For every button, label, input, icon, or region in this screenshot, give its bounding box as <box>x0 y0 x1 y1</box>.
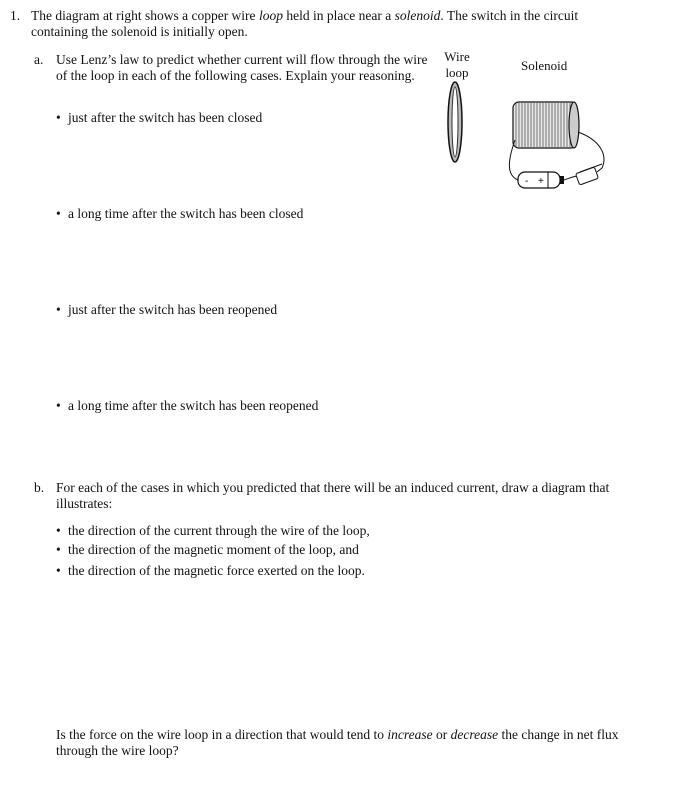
final-question <box>56 727 636 759</box>
part-b-bullet <box>56 542 359 558</box>
bullet-text: just after the switch has been closed <box>68 110 263 125</box>
part-b-label: b. <box>34 480 45 495</box>
bullet-text: the direction of the magnetic moment of the loop, and <box>68 542 359 557</box>
part-b-bullet <box>56 523 370 539</box>
bullet-icon: • <box>56 110 61 125</box>
problem-intro <box>31 8 611 40</box>
bullet-icon: • <box>56 563 61 578</box>
wire-label-line: Wire <box>444 49 470 64</box>
intro-text: The diagram at right shows a copper wire <box>31 8 259 23</box>
bullet-text: a long time after the switch has been reopened <box>68 398 319 413</box>
intro-text: . The switch in the circuit containing the solenoid is initially open. <box>31 8 579 39</box>
bullet-text: a long time after the switch has been closed <box>68 206 304 221</box>
solenoid-label: Solenoid <box>521 58 568 73</box>
part-a-bullet <box>56 206 303 222</box>
bullet-icon: • <box>56 542 61 557</box>
wire-loop-icon <box>448 82 462 162</box>
final-decrease-term: decrease <box>450 727 499 742</box>
part-a-bullet <box>56 302 277 318</box>
part-a-bullet <box>56 398 318 414</box>
bullet-icon: • <box>56 398 61 413</box>
part-a-bullet <box>56 110 262 126</box>
problem-number: 1. <box>10 8 21 23</box>
bullet-icon: • <box>56 302 61 317</box>
switch-icon <box>564 164 602 185</box>
part-a-label: a. <box>34 52 44 67</box>
final-text: the change in net flux through the wire loop? <box>56 727 619 758</box>
part-b-bullet <box>56 563 365 579</box>
solenoid-circuit-figure <box>440 80 620 200</box>
part-a-instructions: Use Lenz’s law to predict whether current will flow through the wire of the loop in each of the following cases. Explain your reasoning. <box>56 52 428 83</box>
part-b-instructions: For each of the cases in which you predicted that there will be an induced current, draw a diagram that illustrates: <box>56 480 610 511</box>
final-text: Is the force on the wire loop in a direction that would tend to <box>56 727 388 742</box>
wire-loop-label <box>443 49 471 81</box>
battery-plus-sign: + <box>538 176 544 187</box>
intro-solenoid-term: solenoid <box>394 8 441 23</box>
solenoid-coil-icon <box>513 102 579 148</box>
bullet-text: the direction of the current through the wire of the loop, <box>68 523 370 538</box>
final-increase-term: increase <box>387 727 433 742</box>
battery-minus-sign: - <box>525 176 529 187</box>
intro-loop-term: loop <box>258 8 283 23</box>
bullet-icon: • <box>56 523 61 538</box>
bullet-text: the direction of the magnetic force exerted on the loop. <box>68 563 365 578</box>
intro-text: held in place near a <box>282 8 395 23</box>
bullet-icon: • <box>56 206 61 221</box>
wire-label-line: loop <box>445 65 469 80</box>
final-text: or <box>432 727 451 742</box>
bullet-text: just after the switch has been reopened <box>68 302 278 317</box>
battery-icon <box>518 172 564 188</box>
